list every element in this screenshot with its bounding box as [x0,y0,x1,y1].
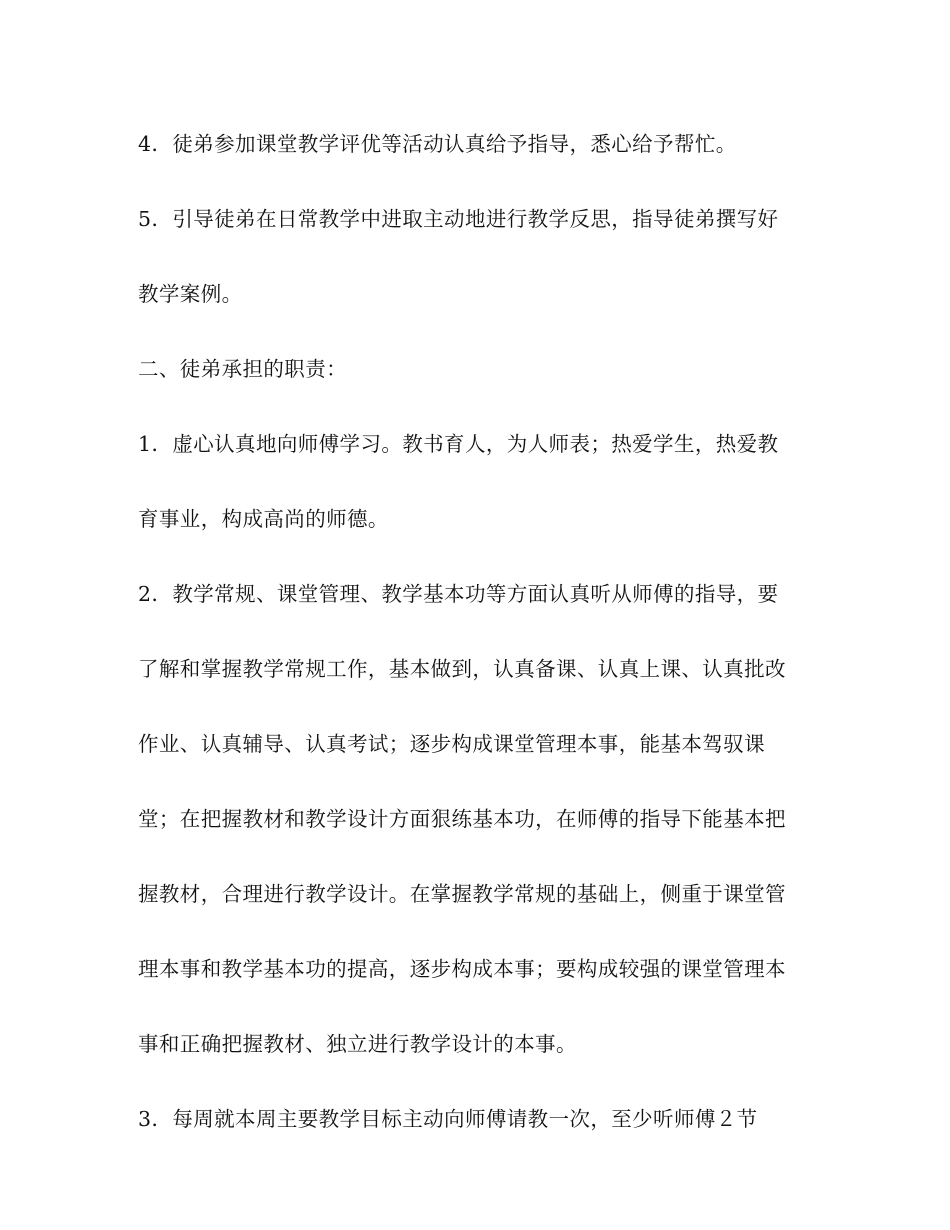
text-line: 教学案例。 [138,282,243,306]
text-line: 理本事和教学基本功的提高，逐步构成本事；要构成较强的课堂管理本 [138,957,786,981]
text-line: 4．徒弟参加课堂教学评优等活动认真给予指导，悉心给予帮忙。 [138,132,737,156]
text-line: 育事业，构成高尚的师德。 [138,507,389,531]
text-line: 1．虚心认真地向师傅学习。教书育人，为人师表；热爱学生，热爱教 [138,432,779,456]
text-line: 握教材，合理进行教学设计。在掌握教学常规的基础上，侧重于课堂管 [138,882,786,906]
text-line: 事和正确把握教材、独立进行教学设计的本事。 [138,1032,577,1056]
text-line: 3．每周就本周主要教学目标主动向师傅请教一次，至少听师傅２节 [138,1107,758,1131]
text-line: 作业、认真辅导、认真考试；逐步构成课堂管理本事，能基本驾驭课 [138,732,765,756]
text-line: 2．教学常规、课堂管理、教学基本功等方面认真听从师傅的指导，要 [138,582,779,606]
text-line: 堂；在把握教材和教学设计方面狠练基本功，在师傅的指导下能基本把 [138,807,786,831]
text-line: 了解和掌握教学常规工作，基本做到，认真备课、认真上课、认真批改 [138,657,786,681]
text-line: 5．引导徒弟在日常教学中进取主动地进行教学反思，指导徒弟撰写好 [138,207,779,231]
section-heading: 二、徒弟承担的职责： [138,357,347,381]
